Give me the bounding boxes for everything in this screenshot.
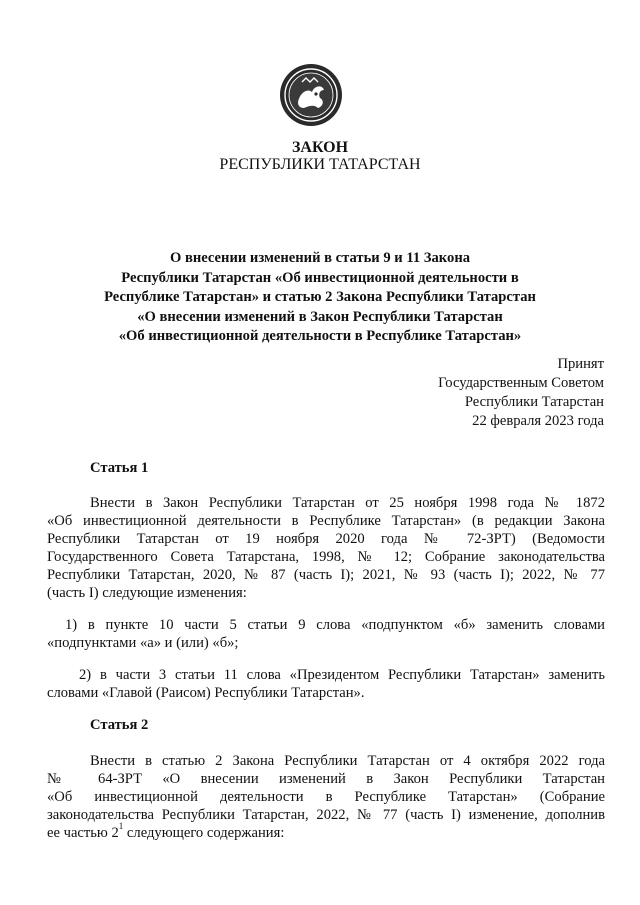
adopted-by-republic: Республики Татарстан: [464, 394, 604, 410]
text-line: [47, 821, 605, 842]
title-line: «Об инвестиционной деятельности в Республике Татарстан»: [118, 328, 522, 344]
tatarstan-emblem-icon: [278, 62, 344, 128]
text-line: словами «Главой (Раисом) Республики Татарстан».: [47, 685, 365, 701]
law-title: ЗАКОН: [291, 139, 349, 156]
text-line: Государственного Совета Татарстана, 1998, № 12; Собрание законодательства: [47, 549, 605, 565]
text-fragment: следующего содержания:: [123, 825, 285, 841]
article-1-item-1: [47, 616, 605, 652]
text-line: 1) в пункте 10 части 5 статьи 9 слова «подпунктом «б» заменить словами: [65, 617, 605, 633]
adoption-block: [438, 355, 604, 431]
text-line: «Об инвестиционной деятельности в Республике Татарстан» (Собрание: [47, 789, 605, 805]
superscript: 1: [118, 821, 124, 832]
text-line: 2) в части 3 статьи 11 слова «Президентом Республики Татарстан» заменить: [79, 667, 605, 683]
text-fragment: ее частью 2: [47, 825, 119, 841]
republic-name: РЕСПУБЛИКИ ТАТАРСТАН: [219, 156, 421, 173]
article-1-intro: [47, 494, 605, 602]
text-line: Внести в Закон Республики Татарстан от 25 ноября 1998 года № 1872: [90, 495, 605, 511]
text-line: законодательства Республики Татарстан, 2022, № 77 (часть I) изменение, дополнив: [47, 807, 605, 823]
document-title: [60, 249, 580, 347]
adoption-date: 22 февраля 2023 года: [472, 413, 604, 429]
adopted-label: Принят: [557, 356, 604, 372]
text-line: № 64-ЗРТ «О внесении изменений в Закон Республики Татарстан: [47, 771, 605, 787]
title-line: «О внесении изменений в Закон Республики Татарстан: [137, 308, 503, 325]
article-1-item-2: [47, 666, 605, 702]
article-2-text: [47, 752, 605, 842]
article-2-heading: Статья 2: [90, 717, 149, 733]
title-line: Республике Татарстан» и статью 2 Закона Республики Татарстан: [104, 289, 536, 305]
text-line: Республики Татарстан, 2020, № 87 (часть I); 2021, № 93 (часть I); 2022, № 77: [47, 567, 605, 583]
text-line: «Об инвестиционной деятельности в Республике Татарстан» (в редакции Закона: [47, 513, 605, 529]
title-line: О внесении изменений в статьи 9 и 11 Закона: [169, 250, 471, 266]
text-line: Внести в статью 2 Закона Республики Татарстан от 4 октября 2022 года: [90, 753, 605, 769]
article-1-heading: Статья 1: [90, 460, 149, 476]
adopted-by: Государственным Советом: [438, 375, 604, 391]
text-line: (часть I) следующие изменения:: [47, 585, 247, 601]
text-line: Республики Татарстан от 19 ноября 2020 года № 72-ЗРТ) (Ведомости: [47, 531, 605, 547]
text-line: «подпунктами «а» и (или) «б»;: [47, 635, 239, 651]
title-line: Республики Татарстан «Об инвестиционной деятельности в: [121, 269, 519, 286]
